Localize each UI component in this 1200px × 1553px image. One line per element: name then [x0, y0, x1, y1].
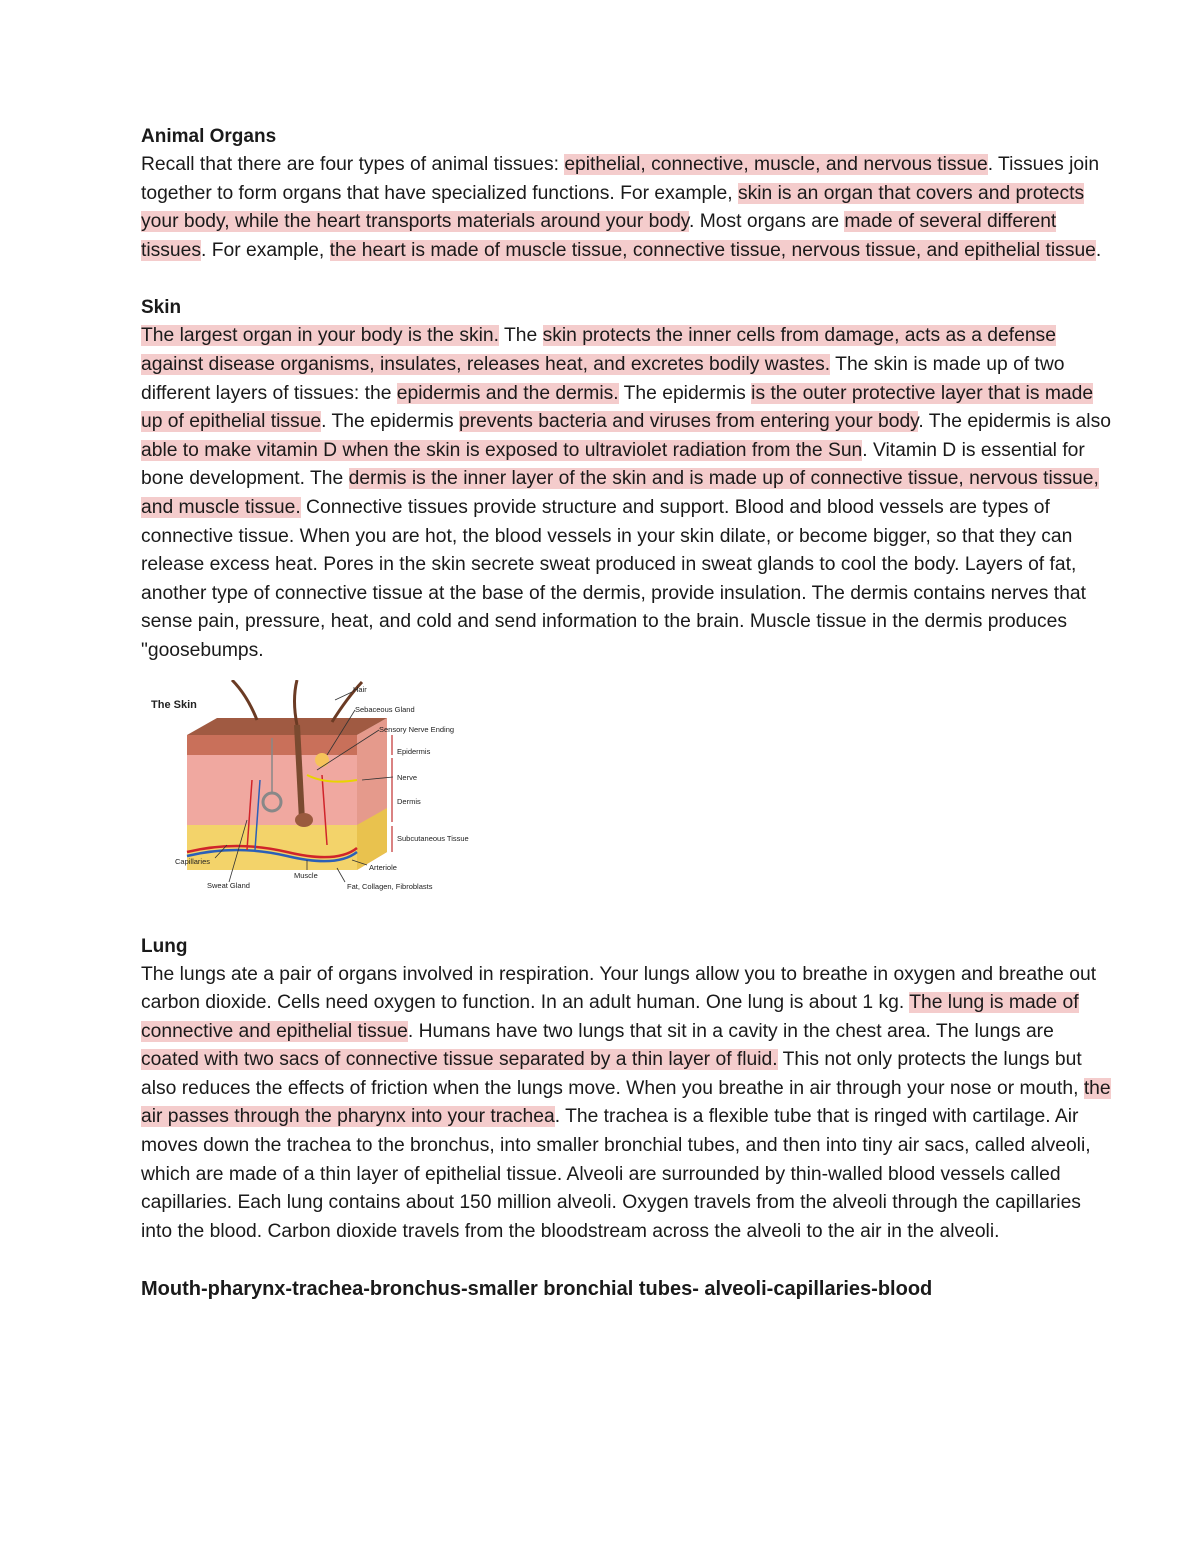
paragraph-skin: [141, 322, 1116, 665]
body-text: The: [498, 325, 543, 347]
heading-animal-organs: Animal Organs: [141, 126, 277, 147]
label-subcutaneous-tissue: Subcutaneous Tissue: [397, 833, 469, 843]
heading-lung: Lung: [141, 935, 188, 957]
body-text: The lungs ate a pair of organs involved in respiration. Your lungs allow you to breathe in oxygen and breathe out carbon dioxide. Cells need oxygen to function. In an adult human. One lung is about 1 kg.: [141, 963, 1097, 1014]
body-text: . Vitamin D is essential for bone development. The: [141, 439, 1085, 490]
body-text: Connective tissues provide structure and support. Blood and blood vessels are types of connective tissue. When you are hot, the blood vessels in your skin dilate, or become bigger, so that they can release excess heat. Pores in the skin secrete sweat produced in sweat glands to cool the body. Layers of fat, another type of connective tissue at the base of the dermis, provide insulation. The dermis contains nerves that sense pain, pressure, heat, and cold and send information to the brain. Muscle tissue in the dermis produces "goosebumps.: [141, 496, 1086, 661]
label-muscle: Muscle: [294, 870, 318, 880]
highlighted-text: is the outer protective layer that is made up of epithelial tissue: [141, 382, 1094, 433]
label-arteriole: Arteriole: [369, 862, 397, 872]
body-text: . For example,: [201, 239, 330, 261]
highlighted-text: The largest organ in your body is the skin.: [141, 325, 499, 347]
heading-skin: Skin: [141, 297, 182, 319]
highlighted-text: the air passes through the pharynx into your trachea: [141, 1077, 1111, 1128]
highlighted-text: able to make vitamin D when the skin is exposed to ultraviolet radiation from the Sun: [141, 439, 863, 461]
body-text: Recall that there are four types of animal tissues:: [141, 154, 565, 175]
body-text: . Humans have two lungs that sit in a cavity in the chest area. The lungs are: [407, 1020, 1054, 1042]
highlighted-text: epidermis and the dermis.: [396, 382, 619, 404]
document-page: [141, 122, 1116, 1304]
highlighted-text: dermis is the inner layer of the skin and is made up of connective tissue, nervous tissue, and muscle tissue.: [141, 468, 1099, 518]
paragraph-lung: [141, 961, 1116, 1247]
figure-title: The Skin: [151, 698, 197, 711]
label-dermis: Dermis: [397, 796, 421, 806]
highlighted-text: prevents bacteria and viruses from entering your body: [458, 411, 919, 433]
body-text: . Most organs are: [689, 211, 845, 233]
body-text: The epidermis: [618, 382, 752, 404]
paragraph-animal-organs: [141, 151, 1116, 265]
body-text: .: [1095, 239, 1102, 261]
body-text: This not only protects the lungs but also reduces the effects of friction when the lungs move. When you breathe in air through your nose or mouth,: [141, 1049, 1084, 1099]
label-capillaries: Capillaries: [175, 856, 211, 866]
label-sensory-nerve-ending: Sensory Nerve Ending: [379, 724, 455, 734]
respiration-flow-line: Mouth-pharynx-trachea-bronchus-smaller bronchial tubes- alveoli-capillaries-blood: [141, 1278, 933, 1301]
label-nerve: Nerve: [397, 772, 418, 782]
body-text: The skin is made up of two different layers of tissues: the: [141, 353, 1065, 404]
highlighted-text: the heart is made of muscle tissue, connective tissue, nervous tissue, and epithelial tissue: [329, 239, 1096, 261]
highlighted-text: skin protects the inner cells from damage, acts as a defense against disease organisms, insulates, releases heat, and excretes bodily wastes.: [141, 325, 1056, 375]
highlighted-text: made of several different tissues: [141, 211, 1057, 261]
body-text: . The epidermis is also: [918, 411, 1111, 433]
highlighted-text: coated with two sacs of connective tissue separated by a thin layer of fluid.: [141, 1049, 778, 1071]
label-hair: Hair: [353, 684, 367, 694]
highlighted-text: skin is an organ that covers and protects your body, while the heart transports materials around your body: [141, 182, 1085, 233]
label-sebaceous-gland: Sebaceous Gland: [355, 704, 415, 714]
skin-diagram: [147, 680, 487, 892]
label-epidermis: Epidermis: [397, 746, 431, 756]
body-text: . Tissues join together to form organs that have specialized functions. For example,: [141, 154, 1100, 204]
highlighted-text: epithelial, connective, muscle, and nervous tissue: [564, 154, 988, 175]
label-sweat-gland: Sweat Gland: [207, 880, 250, 890]
label-fat-collagen: Fat, Collagen, Fibroblasts: [347, 881, 433, 891]
highlighted-text: The lung is made of connective and epithelial tissue: [141, 992, 1079, 1042]
body-text: . The epidermis: [321, 411, 459, 433]
body-text: . The trachea is a flexible tube that is ringed with cartilage. Air moves down the trachea to the bronchus, into smaller bronchial tubes, and then into tiny air sacs, called alveoli, which are made of a thin layer of epithelial tissue. Alveoli are surrounded by thin-walled blood vessels called capillaries. Each lung contains about 150 million alveoli. Oxygen travels from the alveoli through the capillaries into the blood. Carbon dioxide travels from the bloodstream across the alveoli to the air in the alveoli.: [141, 1106, 1091, 1242]
